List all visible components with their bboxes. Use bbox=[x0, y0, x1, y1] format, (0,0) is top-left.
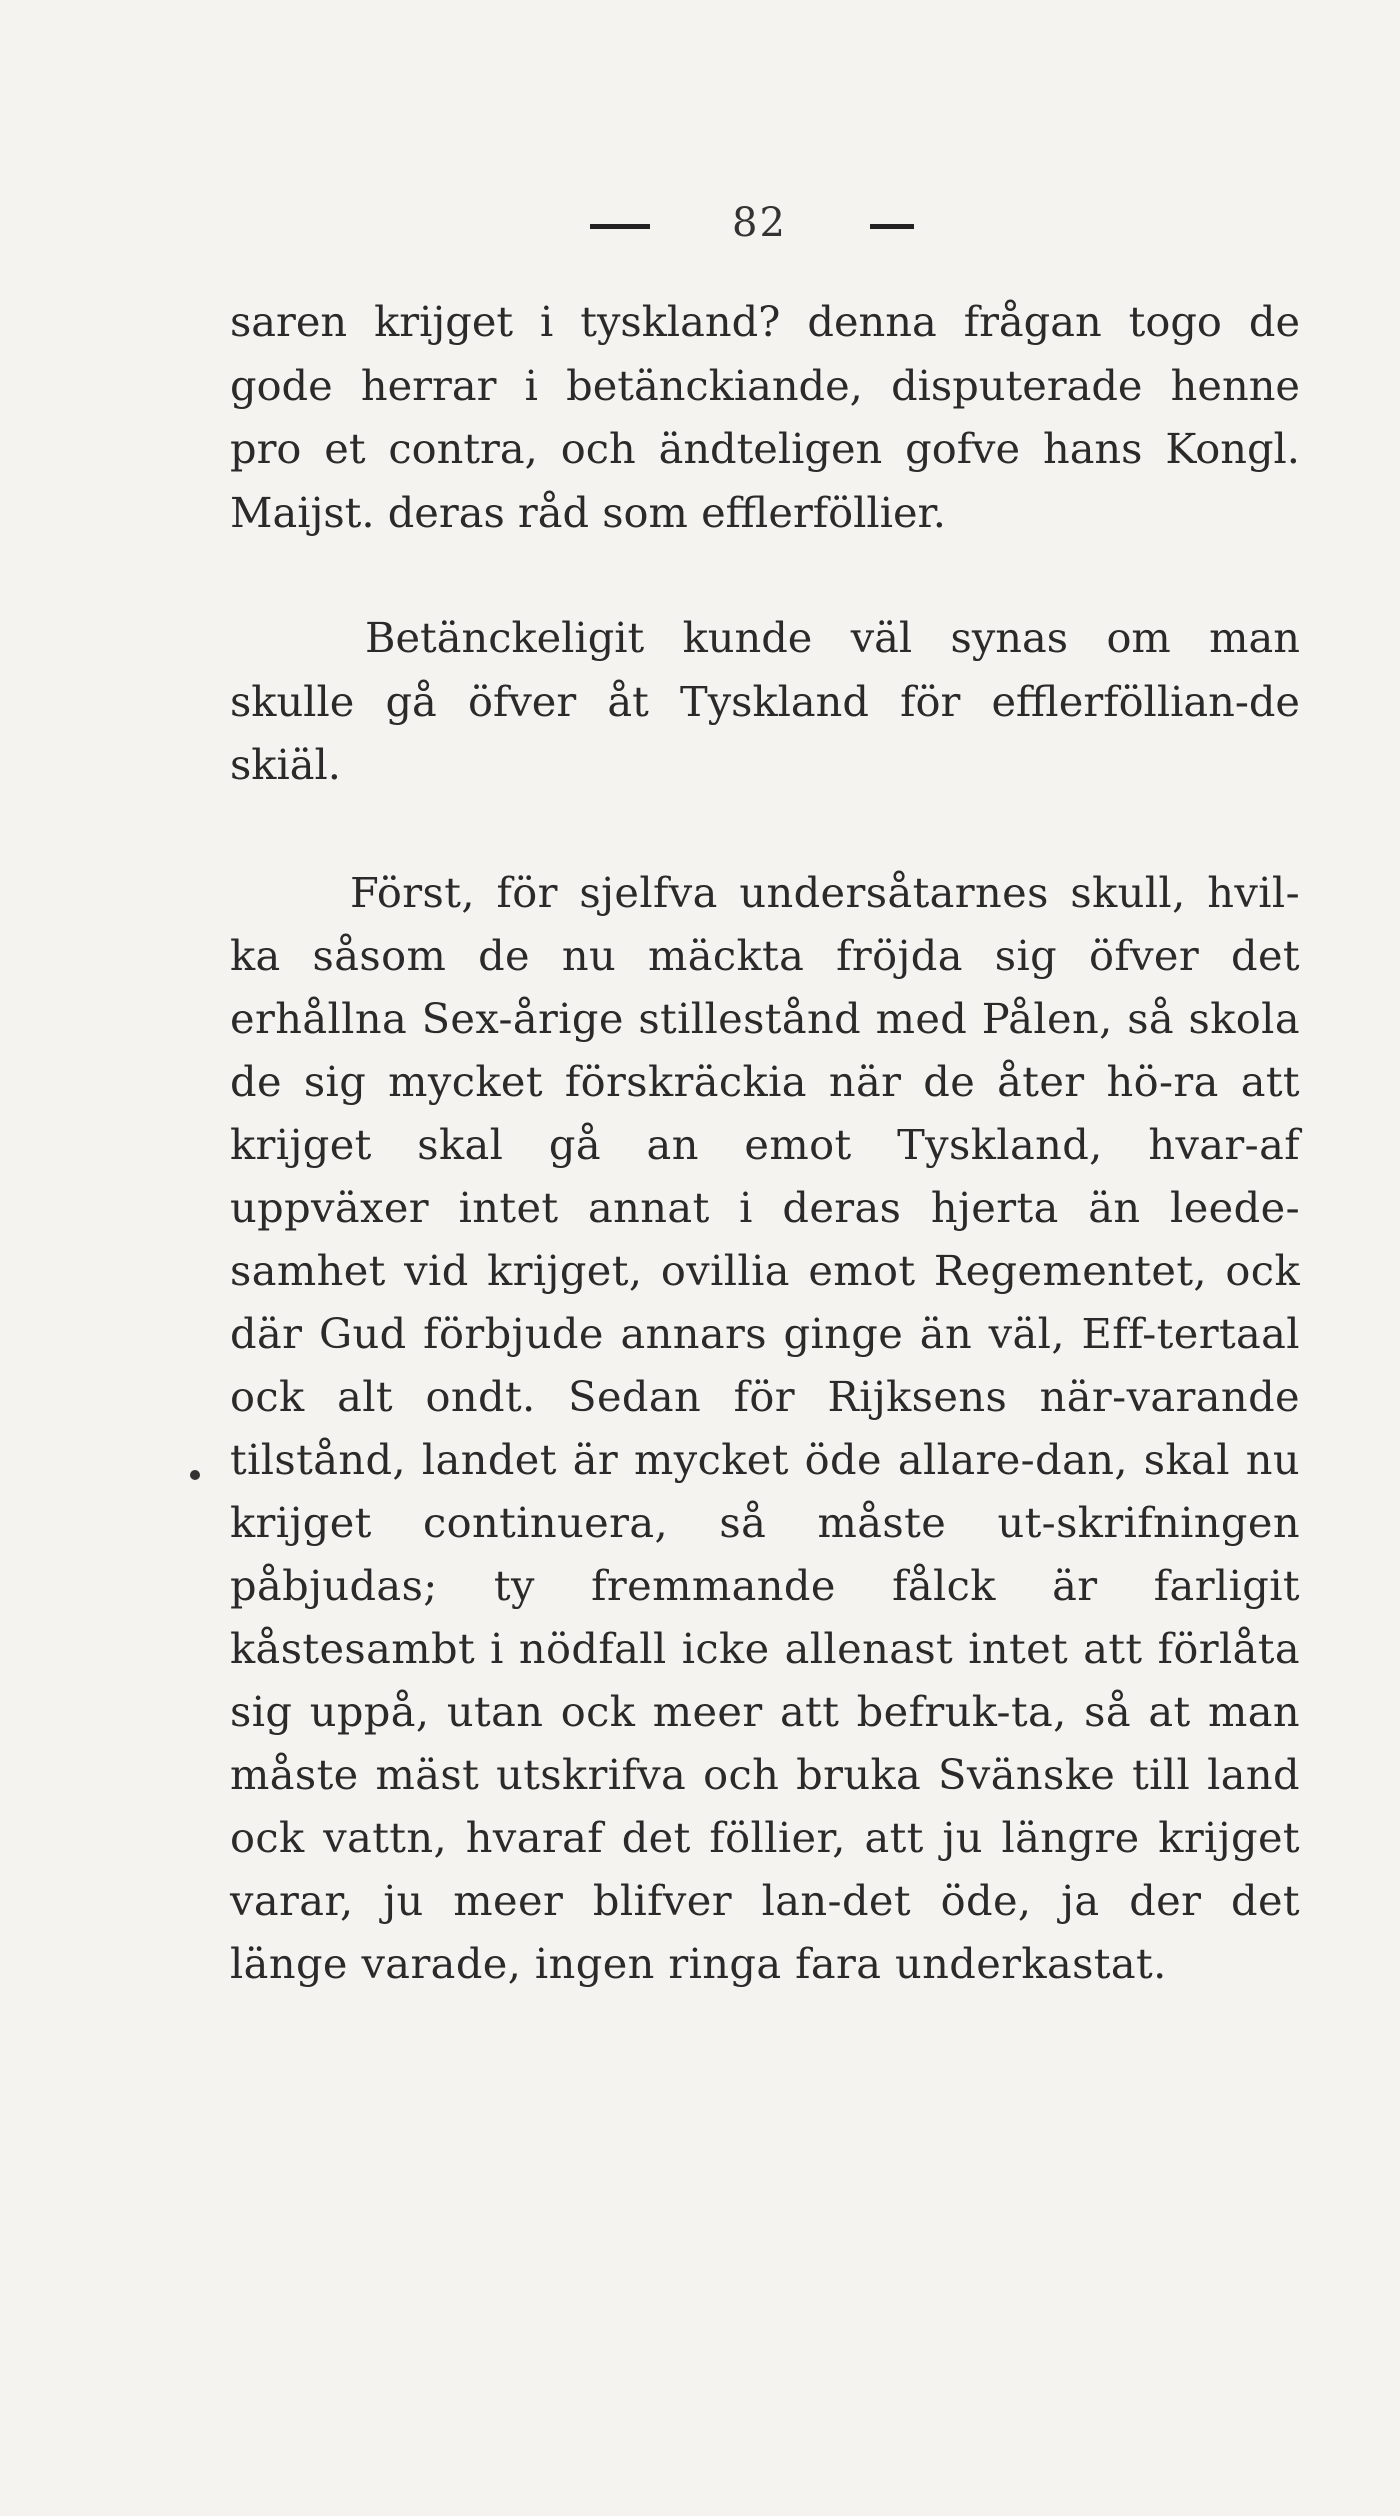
body-text bbox=[230, 290, 1300, 1995]
ink-speck bbox=[190, 1470, 200, 1480]
paragraph-2: Betänckeligit kunde väl synas om man skulle gå öfver åt Tyskland för efflerföllian-de skiäl. bbox=[230, 613, 1300, 789]
paragraph-3: Först, för sjelfva undersåtarnes skull, hvil-ka såsom de nu mäckta fröjda sig öfver det erhållna Sex-årige stillestånd med Pålen, så skola de sig mycket förskräckia när de åter hö-ra att krijget skal gå an emot Tyskland, hvar-af uppväxer intet annat i deras hjerta än leede-samhet vid krijget, ovillia emot Regementet, ock där Gud förbjude annars ginge än väl, Eff-tertaal ock alt ondt. Sedan för Rijksens när-varande tilstånd, landet är mycket öde allare-dan, skal nu krijget continuera, så måste ut-skrifningen påbjudas; ty fremmande fålck är farligit kåstesambt i nödfall icke allenast intet att förlåta sig uppå, utan ock meer att befruk-ta, så at man måste mäst utskrifva och bruka Svänske till land ock vattn, hvaraf det föllier, att ju längre krijget varar, ju meer blifver lan-det öde, ja der det länge varade, ingen ringa fara underkastat. bbox=[230, 867, 1300, 1988]
page-header bbox=[590, 200, 990, 250]
header-dash-left bbox=[590, 224, 650, 229]
header-dash-right bbox=[870, 224, 914, 229]
page-number: 82 bbox=[732, 200, 787, 246]
paragraph-1: saren krijget i tyskland? denna frågan togo de gode herrar i betänckiande, disputerade henne pro et contra, och ändteligen gofve hans Kongl. Maijst. deras råd som efflerföllier. bbox=[230, 297, 1300, 537]
